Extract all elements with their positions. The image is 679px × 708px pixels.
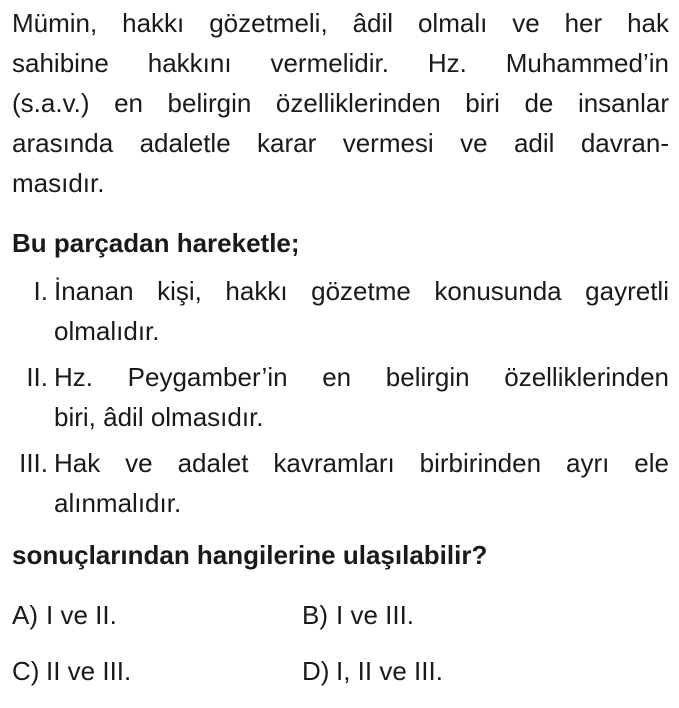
statement-line: olmalıdır.: [54, 316, 160, 346]
statement-text: [54, 443, 669, 523]
statement-number: II.: [26, 362, 48, 392]
statement-number: I.: [33, 276, 48, 306]
passage-line: Mümin, hakkı gözetmeli, âdil olmalı ve her hak: [12, 8, 669, 38]
option-c[interactable]: [12, 651, 302, 691]
statement-1: [12, 271, 669, 351]
statement-line: Hz. Peygamber’in en belirgin özelliklerinden: [54, 362, 669, 392]
option-b[interactable]: [302, 595, 592, 635]
statement-3: [12, 443, 669, 523]
statement-number: III.: [19, 448, 48, 478]
statement-line: Hak ve adalet kavramları birbirinden ayrı ele: [54, 448, 669, 478]
passage-line: sahibine hakkını vermelidir. Hz. Muhammed’in: [12, 48, 669, 78]
question-stem: Bu parçadan hareketle;: [12, 228, 300, 258]
passage: [12, 3, 669, 203]
statement-text: [54, 357, 669, 437]
statement-line: alınmalıdır.: [54, 488, 182, 518]
option-d[interactable]: [302, 651, 592, 691]
option-letter: A): [12, 600, 38, 630]
option-text: II ve III.: [46, 656, 132, 686]
option-text: I ve III.: [336, 600, 415, 630]
passage-line: masıdır.: [12, 168, 105, 198]
answer-options: [12, 595, 669, 691]
option-text: I ve II.: [46, 600, 117, 630]
option-a[interactable]: [12, 595, 302, 635]
passage-line: arasında adaletle karar vermesi ve adil davran-: [12, 128, 669, 158]
passage-line: (s.a.v.) en belirgin özelliklerinden biri de insanlar: [12, 88, 669, 118]
option-letter: C): [12, 656, 40, 686]
option-letter: D): [302, 656, 330, 686]
statement-line: İnanan kişi, hakkı gözetme konusunda gayretli: [54, 276, 669, 306]
statement-2: [12, 357, 669, 437]
question-ask: sonuçlarından hangilerine ulaşılabilir?: [12, 540, 488, 570]
statement-line: biri, âdil olmasıdır.: [54, 402, 264, 432]
option-letter: B): [302, 600, 328, 630]
statement-list: [12, 271, 669, 523]
statement-text: [54, 271, 669, 351]
option-text: I, II ve III.: [336, 656, 443, 686]
